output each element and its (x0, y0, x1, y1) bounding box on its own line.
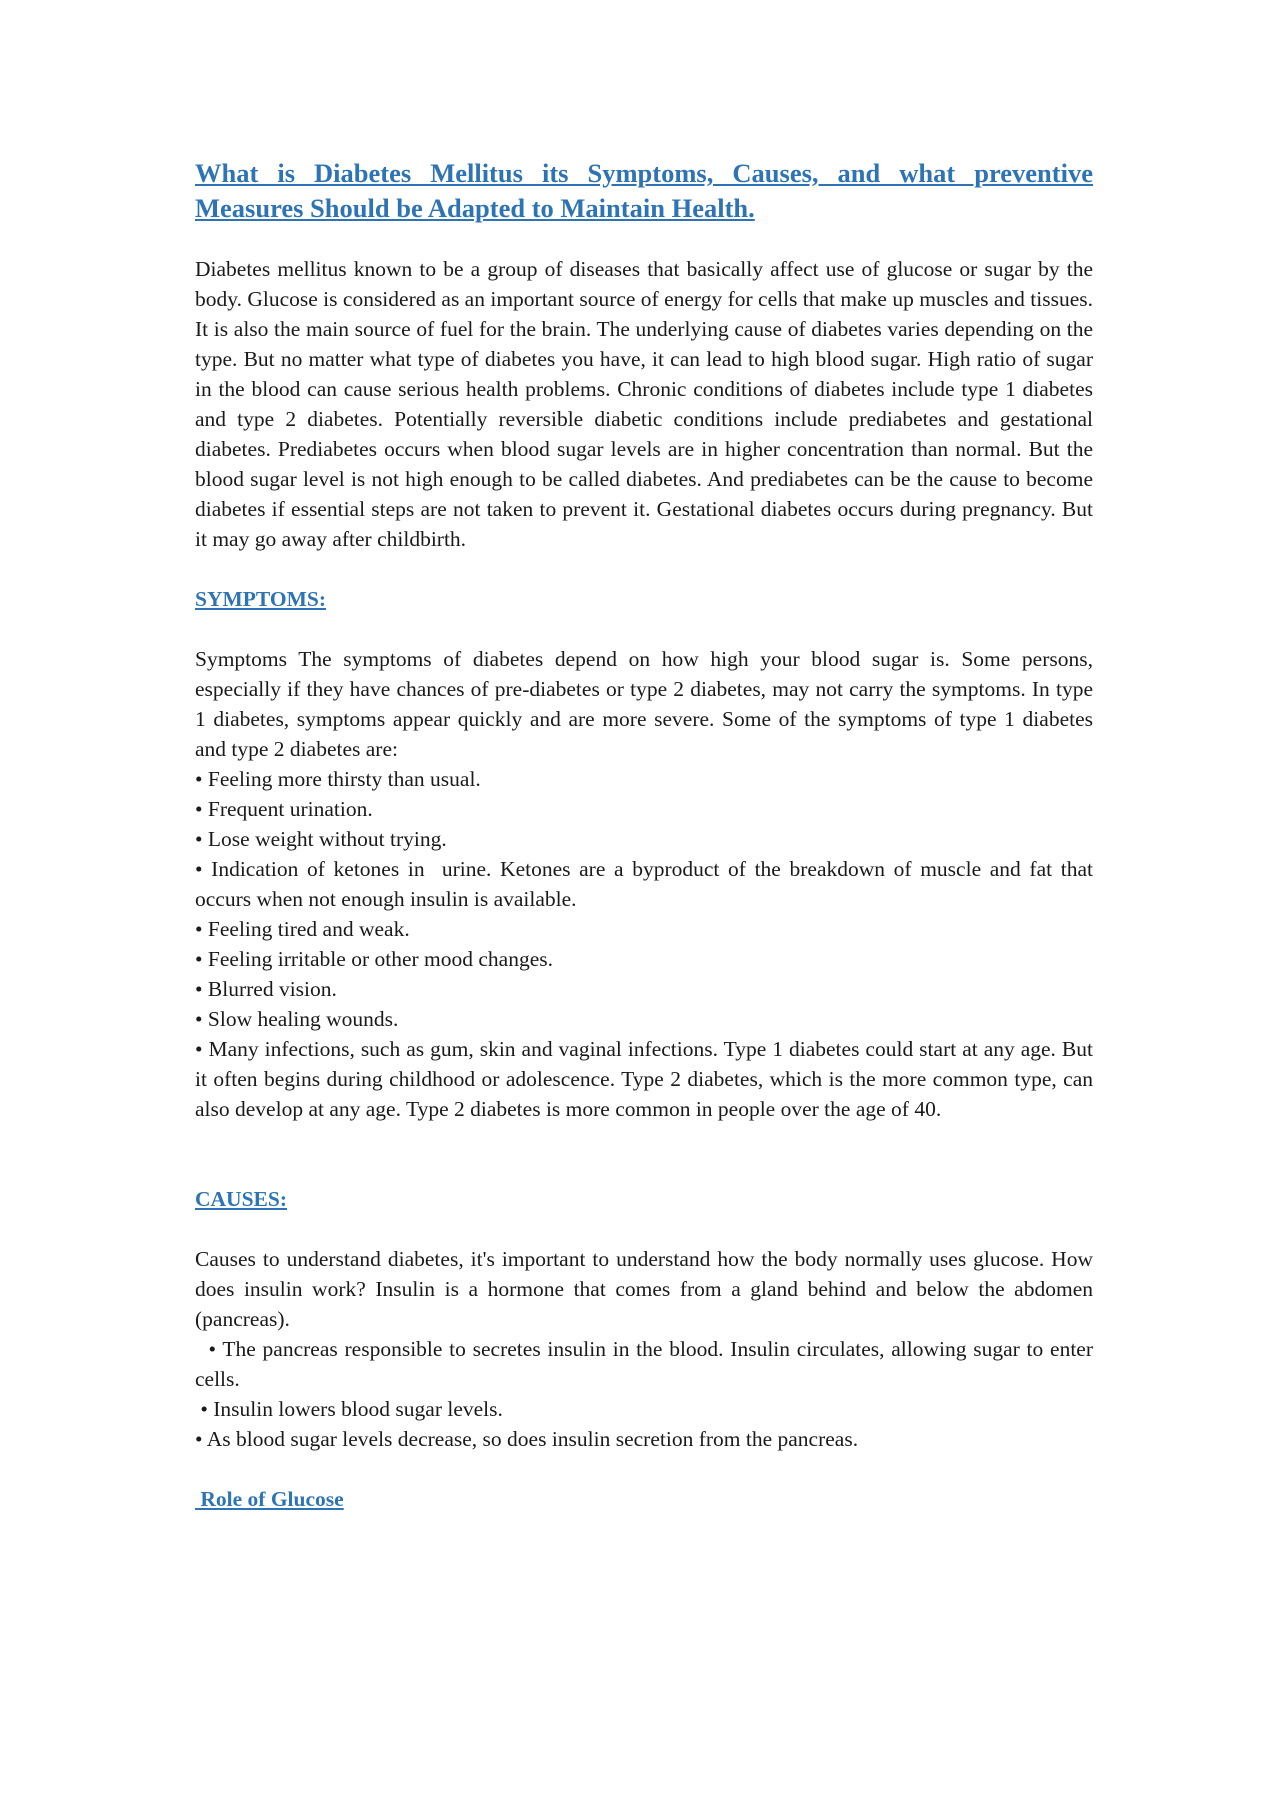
list-item: • Indication of ketones in urine. Ketones are a byproduct of the breakdown of muscle and fat that occurs when not enough insulin is available. (195, 857, 1099, 911)
spacer (195, 554, 1093, 584)
list-item: • Feeling irritable or other mood changes. (195, 947, 553, 971)
list-item: • The pancreas responsible to secretes insulin in the blood. Insulin circulates, allowing sugar to enter cells. (195, 1337, 1099, 1391)
symptoms-intro-paragraph: Symptoms The symptoms of diabetes depend on how high your blood sugar is. Some persons, especially if they have chances of pre-diabetes or type 2 diabetes, may not carry the symptoms. In type 1 diabetes, symptoms appear quickly and are more severe. Some of the symptoms of type 1 diabetes and type 2 diabetes are: (195, 647, 1093, 761)
list-item: • Frequent urination. (195, 797, 373, 821)
list-item: • Blurred vision. (195, 977, 337, 1001)
causes-list (195, 1334, 1099, 1454)
list-item: • Insulin lowers blood sugar levels. (195, 1397, 503, 1421)
list-item: • Lose weight without trying. (195, 827, 447, 851)
document-title: What is Diabetes Mellitus its Symptoms, Causes, and what preventive Measures Should be Adapted to Maintain Health. (195, 158, 1093, 223)
intro-paragraph: Diabetes mellitus known to be a group of diseases that basically affect use of glucose or sugar by the body. Glucose is considered as an important source of energy for cells that make up muscles and tissues. It is also the main source of fuel for the brain. The underlying cause of diabetes varies depending on the type. But no matter what type of diabetes you have, it can lead to high blood sugar. High ratio of sugar in the blood can cause serious health problems. Chronic conditions of diabetes include type 1 diabetes and type 2 diabetes. Potentially reversible diabetic conditions include prediabetes and gestational diabetes. Prediabetes occurs when blood sugar levels are in higher concentration than normal. But the blood sugar level is not high enough to be called diabetes. And prediabetes can be the cause to become diabetes if essential steps are not taken to prevent it. Gestational diabetes occurs during pregnancy. But it may go away after childbirth. (195, 257, 1093, 551)
symptoms-list (195, 764, 1099, 1124)
list-item: • As blood sugar levels decrease, so does insulin secretion from the pancreas. (195, 1427, 859, 1451)
spacer (195, 226, 1093, 254)
list-item: • Feeling tired and weak. (195, 917, 410, 941)
causes-heading: CAUSES: (195, 1187, 287, 1211)
spacer (195, 1214, 1093, 1244)
spacer (195, 614, 1093, 644)
spacer (195, 1124, 1093, 1184)
list-item: • Many infections, such as gum, skin and vaginal infections. Type 1 diabetes could start at any age. But it often begins during childhood or adolescence. Type 2 diabetes, which is the more common type, can also develop at any age. Type 2 diabetes is more common in people over the age of 40. (195, 1037, 1099, 1121)
document-page (195, 156, 1099, 1514)
role-of-glucose-heading: Role of Glucose (195, 1487, 344, 1511)
list-item: • Slow healing wounds. (195, 1007, 399, 1031)
causes-intro-paragraph: Causes to understand diabetes, it's important to understand how the body normally uses glucose. How does insulin work? Insulin is a hormone that comes from a gland behind and below the abdomen (pancreas). (195, 1247, 1093, 1331)
symptoms-heading: SYMPTOMS: (195, 587, 326, 611)
list-item: • Feeling more thirsty than usual. (195, 767, 481, 791)
spacer (195, 1454, 1093, 1484)
